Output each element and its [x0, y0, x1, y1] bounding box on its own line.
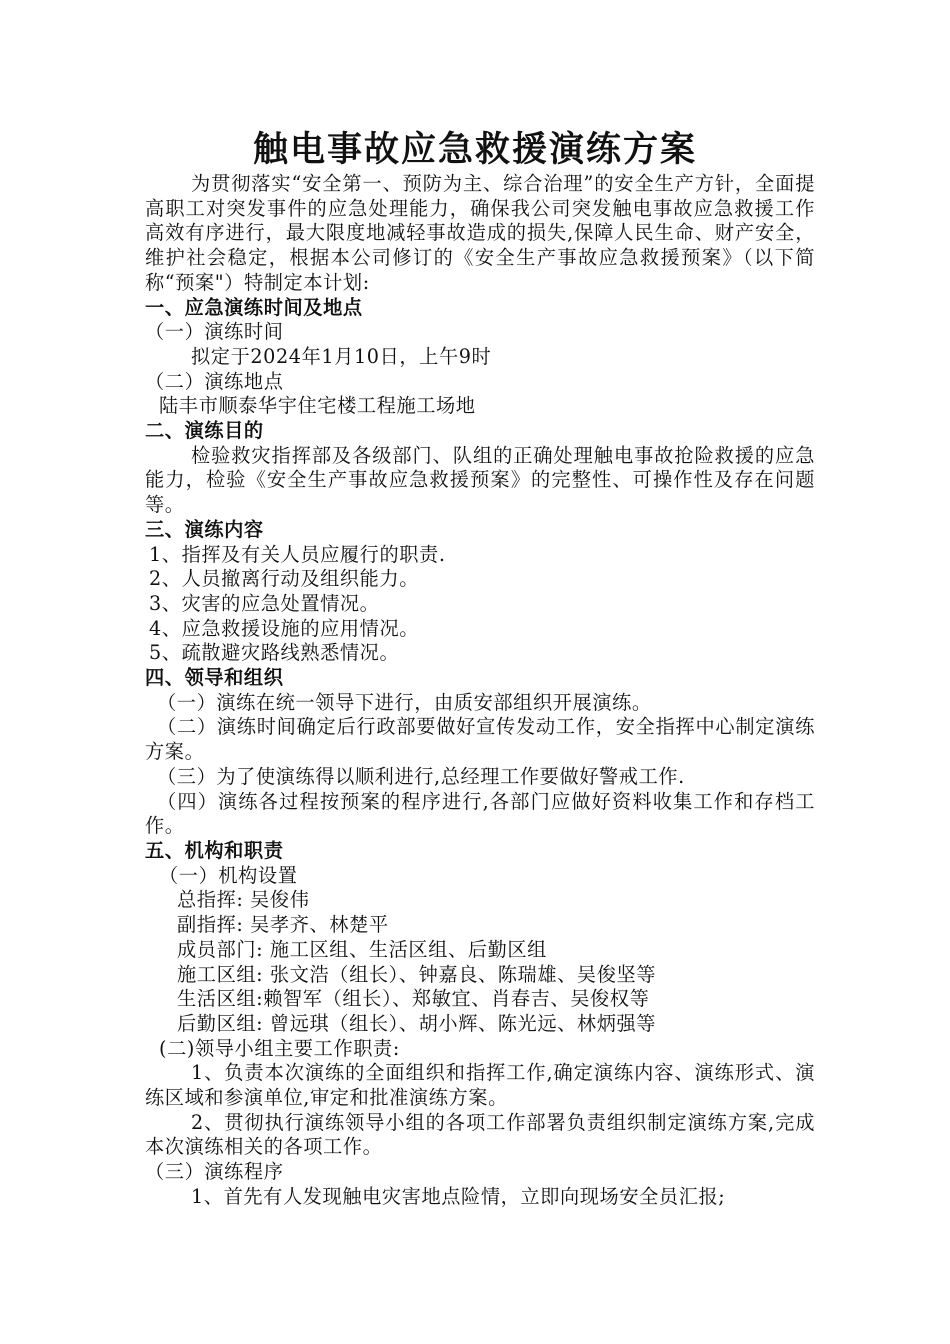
org-line: 副指挥: 吴孝齐、林楚平	[177, 913, 389, 937]
org-line: 施工区组: 张文浩（组长）、钟嘉良、陈瑞雄、吴俊坚等	[177, 962, 657, 986]
list-item: 5、疏散避灾路线熟悉情况。	[149, 641, 400, 665]
subsection-label: （一）机构设置	[159, 863, 298, 887]
duty-paragraph: 1、负责本次演练的全面组织和指挥工作,确定演练内容、演练形式、演练区域和参演单位,审定和批准演练方案。	[145, 1061, 815, 1110]
intro-paragraph: 为贯彻落实“安全第一、预防为主、综合治理”的安全生产方针，全面提高职工对突发事件的应急处理能力，确保我公司突发触电事故应急救援工作高效有序进行，最大限度地减轻事故造成的损失,保障人民生命、财产安全，维护社会稳定，根据本公司修订的《安全生产事故应急救援预案》（以下简称“预案"）特制定本计划:	[145, 172, 815, 294]
section-heading: 一、应急演练时间及地点	[145, 295, 363, 319]
document-title: 触电事故应急救援演练方案	[252, 129, 697, 170]
subsection-label: （一）演练时间	[145, 320, 284, 344]
section-heading: 五、机构和职责	[145, 838, 284, 862]
list-item: 3、灾害的应急处置情况。	[149, 591, 380, 615]
list-item: （一）演练在统一领导下进行，由质安部组织开展演练。	[157, 690, 652, 714]
org-line: 后勤区组: 曾远琪（组长）、胡小辉、陈光远、林炳强等	[177, 1011, 657, 1035]
list-item: （四）演练各过程按预案的程序进行,各部门应做好资料收集工作和存档工作。	[145, 789, 815, 838]
list-item: 4、应急救援设施的应用情况。	[149, 616, 420, 640]
subsection-label: （二）演练地点	[145, 369, 284, 393]
list-item: （二）演练时间确定后行政部要做好宣传发动工作，安全指挥中心制定演练方案。	[145, 715, 815, 764]
list-item: 1、指挥及有关人员应履行的职责.	[149, 542, 446, 566]
list-item: （三）为了使演练得以顺利进行,总经理工作要做好警戒工作.	[157, 764, 685, 788]
duty-paragraph: 2、贯彻执行演练领导小组的各项工作部署负责组织制定演练方案,完成本次演练相关的各项工作。	[145, 1110, 815, 1159]
section-heading: 二、演练目的	[145, 419, 264, 443]
subsection-label: (二)领导小组主要工作职责:	[159, 1036, 400, 1060]
section-heading: 三、演练内容	[145, 517, 264, 541]
org-line: 成员部门: 施工区组、生活区组、后勤区组	[177, 937, 547, 961]
org-line: 总指挥: 吴俊伟	[177, 888, 310, 912]
org-line: 生活区组:赖智军（组长）、郑敏宜、肖春吉、吴俊权等	[177, 987, 650, 1011]
drill-time-text: 拟定于2024年1月10日，上午9时	[191, 344, 492, 368]
procedure-paragraph: 1、首先有人发现触电灾害地点险情，立即向现场安全员汇报;	[191, 1184, 726, 1208]
purpose-paragraph: 检验救灾指挥部及各级部门、队组的正确处理触电事故抢险救援的应急能力，检验《安全生产事故应急救援预案》的完整性、可操作性及存在问题等。	[145, 443, 815, 517]
document-body	[145, 172, 815, 1210]
drill-location-text: 陆丰市顺泰华宇住宅楼工程施工场地	[159, 394, 476, 418]
list-item: 2、人员撤离行动及组织能力。	[149, 567, 420, 591]
section-heading: 四、领导和组织	[145, 666, 284, 690]
subsection-label: （三）演练程序	[145, 1160, 284, 1184]
